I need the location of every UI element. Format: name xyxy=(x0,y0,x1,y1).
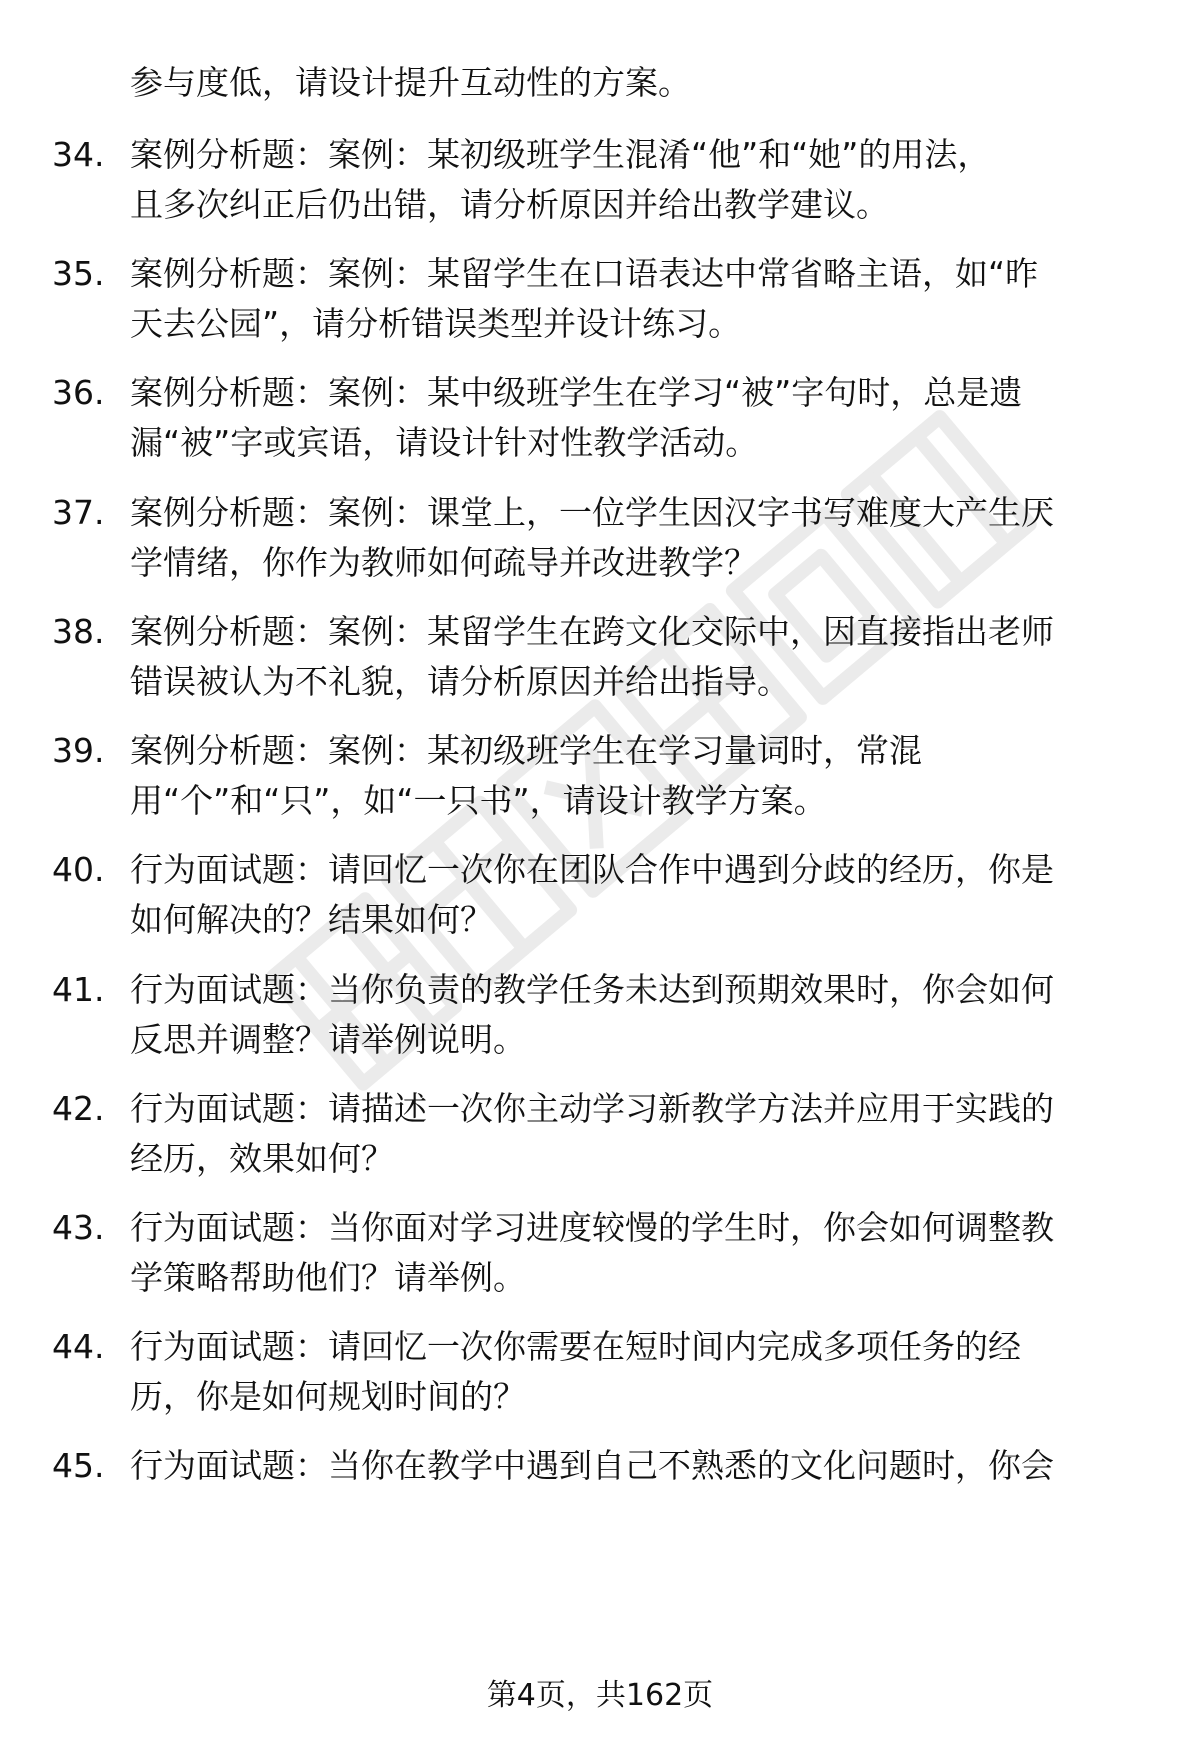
question-line: 学情绪，你作为教师如何疏导并改进教学？ xyxy=(130,543,757,582)
question-text xyxy=(130,488,1145,588)
question-number: 35. xyxy=(52,254,105,293)
question-text xyxy=(130,249,1145,349)
question-line: 学策略帮助他们？请举例。 xyxy=(130,1258,526,1297)
question-number: 45. xyxy=(52,1446,105,1485)
question-line: 反思并调整？请举例说明。 xyxy=(130,1020,526,1059)
question-number: 37. xyxy=(52,493,105,532)
question-text xyxy=(130,726,1145,826)
question-number: 38. xyxy=(52,612,105,651)
question-line: 案例分析题：案例：某中级班学生在学习“被”字句时，总是遗 xyxy=(130,373,1023,412)
question-text xyxy=(130,1203,1145,1303)
question-text xyxy=(130,130,1145,230)
question-number: 40. xyxy=(52,850,105,889)
question-number: 41. xyxy=(52,970,105,1009)
question-line: 案例分析题：案例：某初级班学生混淆“他”和“她”的用法， xyxy=(130,135,991,174)
question-text xyxy=(130,845,1145,945)
page-footer: 第4页，共162页 xyxy=(486,1678,714,1713)
question-line: 行为面试题：当你面对学习进度较慢的学生时，你会如何调整教 xyxy=(130,1208,1054,1247)
question-number: 39. xyxy=(52,731,105,770)
question-text xyxy=(130,965,1145,1065)
question-line: 历，你是如何规划时间的？ xyxy=(130,1377,526,1416)
question-line: 案例分析题：案例：课堂上，一位学生因汉字书写难度大产生厌 xyxy=(130,493,1054,532)
question-line: 行为面试题：请回忆一次你需要在短时间内完成多项任务的经 xyxy=(130,1327,1021,1366)
question-line: 行为面试题：请回忆一次你在团队合作中遇到分歧的经历，你是 xyxy=(130,850,1054,889)
question-text xyxy=(130,1441,1145,1491)
question-line: 行为面试题：当你在教学中遇到自己不熟悉的文化问题时，你会 xyxy=(130,1446,1054,1485)
question-text xyxy=(130,1084,1145,1184)
question-line: 经历，效果如何？ xyxy=(130,1139,394,1178)
question-line: 如何解决的？结果如何？ xyxy=(130,900,493,939)
question-number: 34. xyxy=(52,135,105,174)
question-line: 且多次纠正后仍出错，请分析原因并给出教学建议。 xyxy=(130,185,889,224)
question-line: 用“个”和“只”，如“一只书”，请设计教学方案。 xyxy=(130,781,827,820)
question-line: 案例分析题：案例：某留学生在跨文化交际中，因直接指出老师 xyxy=(130,612,1054,651)
question-line: 漏“被”字或宾语，请设计针对性教学活动。 xyxy=(130,423,759,462)
question-text xyxy=(130,607,1145,707)
question-line: 案例分析题：案例：某初级班学生在学习量词时，常混 xyxy=(130,731,922,770)
question-number: 36. xyxy=(52,373,105,412)
question-text xyxy=(130,368,1145,468)
question-line: 行为面试题：请描述一次你主动学习新教学方法并应用于实践的 xyxy=(130,1089,1054,1128)
question-line: 行为面试题：当你负责的教学任务未达到预期效果时，你会如何 xyxy=(130,970,1054,1009)
question-number: 44. xyxy=(52,1327,105,1366)
question-line: 天去公园”，请分析错误类型并设计练习。 xyxy=(130,304,742,343)
question-text xyxy=(130,1322,1145,1422)
continuation-text: 参与度低，请设计提升互动性的方案。 xyxy=(130,63,691,102)
question-number: 43. xyxy=(52,1208,105,1247)
question-line: 案例分析题：案例：某留学生在口语表达中常省略主语，如“昨 xyxy=(130,254,1039,293)
question-number: 42. xyxy=(52,1089,105,1128)
question-line: 错误被认为不礼貌，请分析原因并给出指导。 xyxy=(130,662,790,701)
